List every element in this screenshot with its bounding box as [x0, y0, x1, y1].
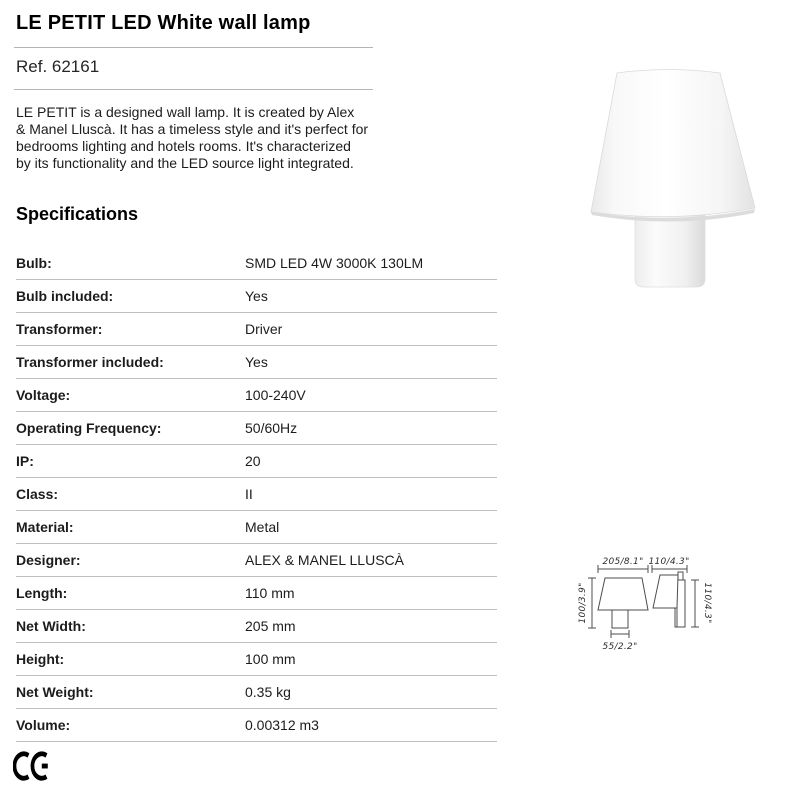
spec-label: Operating Frequency:: [16, 420, 162, 436]
spec-label: Height:: [16, 651, 65, 667]
dimension-drawing: [578, 538, 793, 673]
dim-side-depth: 110/4.3": [648, 557, 690, 567]
description-line: LE PETIT is a designed wall lamp. It is created by Alex: [16, 104, 355, 120]
spec-value: 50/60Hz: [245, 420, 298, 436]
table-row: [16, 643, 497, 676]
wall-lamp-image: [585, 52, 780, 302]
dim-front-height: 100/3.9": [578, 582, 588, 624]
spec-label: Volume:: [16, 717, 71, 733]
spec-value: 0.35 kg: [245, 684, 291, 700]
ce-logo: [13, 751, 49, 782]
spec-value: Metal: [245, 519, 280, 535]
product-photo: [585, 52, 780, 302]
spec-value: 205 mm: [245, 618, 296, 634]
spec-label: Transformer:: [16, 321, 103, 337]
table-row: [16, 412, 497, 445]
dim-front-width: 205/8.1": [602, 557, 644, 567]
spec-value: Yes: [245, 288, 268, 304]
dim-side-height: 110/4.3": [702, 582, 712, 624]
divider: [14, 47, 373, 48]
table-row: [16, 346, 497, 379]
spec-label: Class:: [16, 486, 59, 502]
table-row: [16, 577, 497, 610]
specifications-heading: Specifications: [16, 204, 139, 224]
spec-label: Voltage:: [16, 387, 71, 403]
spec-value: 0.00312 m3: [245, 717, 319, 733]
spec-label: Designer:: [16, 552, 81, 568]
table-row: [16, 379, 497, 412]
product-reference: Ref. 62161: [16, 57, 100, 76]
dimension-sketch: [578, 538, 793, 673]
table-row: [16, 247, 497, 280]
table-row: [16, 511, 497, 544]
spec-value: 20: [245, 453, 261, 469]
spec-label: Transformer included:: [16, 354, 164, 370]
table-row: [16, 610, 497, 643]
spec-label: Length:: [16, 585, 68, 601]
table-row: [16, 478, 497, 511]
description-line: bedrooms lighting and hotels rooms. It's characterized: [16, 138, 351, 154]
spec-label: Net Width:: [16, 618, 86, 634]
ce-mark-icon: [13, 751, 49, 782]
specifications-table: [16, 247, 497, 742]
spec-value: Yes: [245, 354, 268, 370]
spec-label: Net Weight:: [16, 684, 94, 700]
spec-value: SMD LED 4W 3000K 130LM: [245, 255, 424, 271]
spec-value: 100-240V: [245, 387, 306, 403]
spec-value: II: [245, 486, 253, 502]
table-row: [16, 445, 497, 478]
spec-value: 110 mm: [245, 585, 295, 601]
table-row: [16, 709, 497, 742]
product-description: [16, 104, 368, 172]
table-row: [16, 280, 497, 313]
description-line: by its functionality and the LED source light integrated.: [16, 155, 354, 171]
table-row: [16, 313, 497, 346]
description-line: & Manel Lluscà. It has a timeless style and it's perfect for: [16, 121, 369, 137]
spec-label: Bulb included:: [16, 288, 114, 304]
divider: [14, 89, 373, 90]
spec-value: ALEX & MANEL LLUSCÀ: [245, 552, 404, 568]
table-row: [16, 544, 497, 577]
spec-label: Bulb:: [16, 255, 52, 271]
page-title: LE PETIT LED White wall lamp: [16, 12, 311, 34]
spec-label: Material:: [16, 519, 74, 535]
spec-value: 100 mm: [245, 651, 296, 667]
table-row: [16, 676, 497, 709]
spec-value: Driver: [245, 321, 283, 337]
dim-base-width: 55/2.2": [602, 642, 638, 652]
spec-label: IP:: [16, 453, 34, 469]
